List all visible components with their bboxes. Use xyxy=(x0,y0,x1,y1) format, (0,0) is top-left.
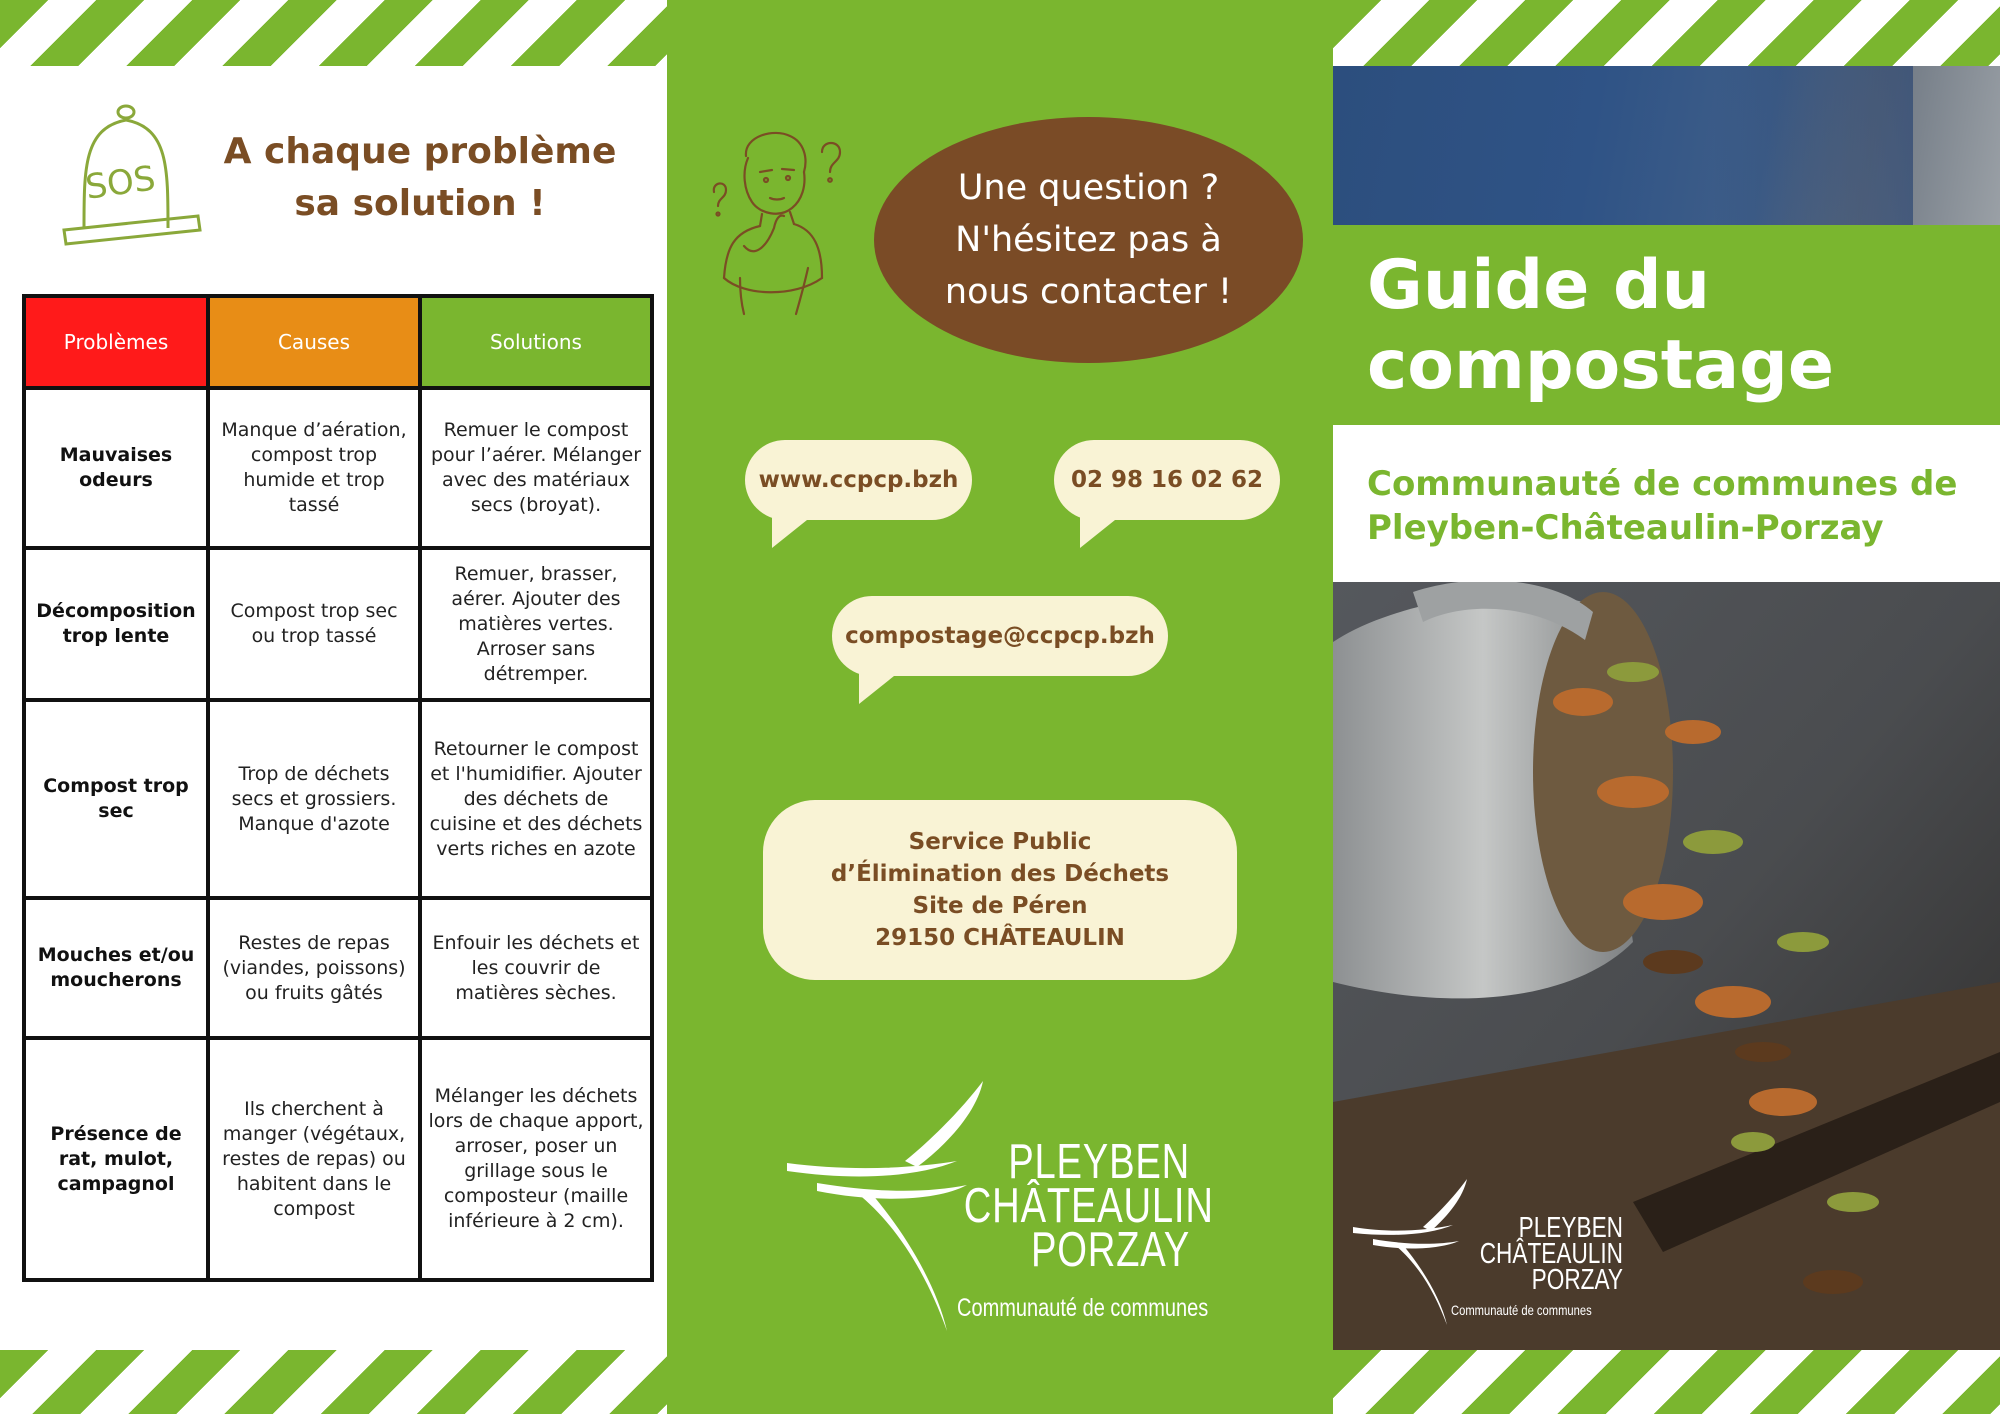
sos-bell-icon xyxy=(44,98,212,258)
cell-problem: Compost trop sec xyxy=(24,700,208,898)
phone-link[interactable] xyxy=(1054,440,1280,520)
left-title-line-1: A chaque problème xyxy=(223,131,617,172)
logo-right-text xyxy=(1428,1212,1623,1296)
guide-title-line-2: compostage xyxy=(1367,326,1834,405)
svg-text:SOS: SOS xyxy=(83,158,158,208)
problems-table xyxy=(22,294,654,1282)
address-line-2: d’Élimination des Déchets xyxy=(830,861,1170,887)
cell-cause: Ils cherchent à manger (végétaux, restes de repas) ou habitent dans le compost xyxy=(208,1038,420,1280)
phone-text: 02 98 16 02 62 xyxy=(1070,467,1264,493)
address-line-3: Site de Péren xyxy=(912,893,1088,919)
speech-bubble-icon xyxy=(772,516,812,548)
logo-line-3: PORZAY xyxy=(1531,1264,1623,1296)
table-header-row xyxy=(24,296,652,388)
cell-problem: Mauvaises odeurs xyxy=(24,388,208,548)
email-link[interactable] xyxy=(832,596,1168,676)
cell-cause: Restes de repas (viandes, poissons) ou fruits gâtés xyxy=(208,898,420,1038)
org-name xyxy=(1367,462,1957,550)
question-line-3: nous contacter ! xyxy=(944,272,1233,312)
middle-panel xyxy=(667,0,1333,1414)
logo-line-2: CHÂTEAULIN xyxy=(963,1179,1214,1233)
guide-title-line-1: Guide du xyxy=(1367,246,1711,325)
cell-cause: Trop de déchets secs et grossiers. Manque d'azote xyxy=(208,700,420,898)
org-name-line-1: Communauté de communes de xyxy=(1367,464,1958,504)
address-box xyxy=(763,800,1237,980)
logo-line-1: PLEYBEN xyxy=(1008,1135,1190,1189)
address-line-4: 29150 CHÂTEAULIN xyxy=(875,925,1125,951)
cell-solution: Mélanger les déchets lors de chaque apport, arroser, poser un grillage sous le composteur (maille inférieure à 2 cm). xyxy=(420,1038,652,1280)
logo-mid-text xyxy=(900,1135,1214,1277)
bottom-stripes xyxy=(0,1350,667,1414)
cell-solution: Remuer, brasser, aérer. Ajouter des matières vertes. Arroser sans détremper. xyxy=(420,548,652,700)
table-row xyxy=(24,1038,652,1280)
cell-solution: Remuer le compost pour l’aérer. Mélanger avec des matériaux secs (broyat). xyxy=(420,388,652,548)
left-title-line-2: sa solution ! xyxy=(294,183,546,224)
thinking-man-icon xyxy=(704,128,854,318)
speech-bubble-icon xyxy=(859,672,899,704)
cell-problem: Mouches et/ou moucherons xyxy=(24,898,208,1038)
logo-mid-subtitle: Communauté de communes xyxy=(957,1294,1209,1322)
table-row xyxy=(24,898,652,1038)
email-text: compostage@ccpcp.bzh xyxy=(845,623,1155,649)
right-panel xyxy=(1333,0,2000,1414)
logo-right-subtitle: Communauté de communes xyxy=(1451,1302,1592,1318)
top-stripes xyxy=(1333,0,2000,66)
bottom-stripes xyxy=(1333,1350,2000,1414)
top-stripes xyxy=(0,0,667,66)
logo-line-3: PORZAY xyxy=(1031,1223,1190,1277)
cell-cause: Manque d’aération, compost trop humide et trop tassé xyxy=(208,388,420,548)
cell-cause: Compost trop sec ou trop tassé xyxy=(208,548,420,700)
header-causes: Causes xyxy=(208,296,420,388)
logo-line-1: PLEYBEN xyxy=(1518,1212,1623,1244)
cell-solution: Retourner le compost et l'humidifier. Ajouter des déchets de cuisine et des déchets verts riches en azote xyxy=(420,700,652,898)
left-title xyxy=(205,126,635,230)
cell-problem: Présence de rat, mulot, campagnol xyxy=(24,1038,208,1280)
cell-problem: Décomposition trop lente xyxy=(24,548,208,700)
question-oval xyxy=(874,117,1303,363)
table-row xyxy=(24,548,652,700)
address-line-1: Service Public xyxy=(908,829,1092,855)
table-row xyxy=(24,700,652,898)
cell-solution: Enfouir les déchets et les couvrir de matières sèches. xyxy=(420,898,652,1038)
guide-title xyxy=(1367,246,1834,406)
question-line-2: N'hésitez pas à xyxy=(955,220,1222,260)
left-panel xyxy=(0,0,667,1414)
website-link[interactable] xyxy=(745,440,972,520)
org-name-line-2: Pleyben-Châteaulin-Porzay xyxy=(1367,508,1884,548)
logo-line-2: CHÂTEAULIN xyxy=(1479,1238,1623,1270)
header-problems: Problèmes xyxy=(24,296,208,388)
header-solutions: Solutions xyxy=(420,296,652,388)
table-row xyxy=(24,388,652,548)
speech-bubble-icon xyxy=(1080,516,1120,548)
website-text: www.ccpcp.bzh xyxy=(758,467,959,493)
question-line-1: Une question ? xyxy=(957,168,1220,208)
